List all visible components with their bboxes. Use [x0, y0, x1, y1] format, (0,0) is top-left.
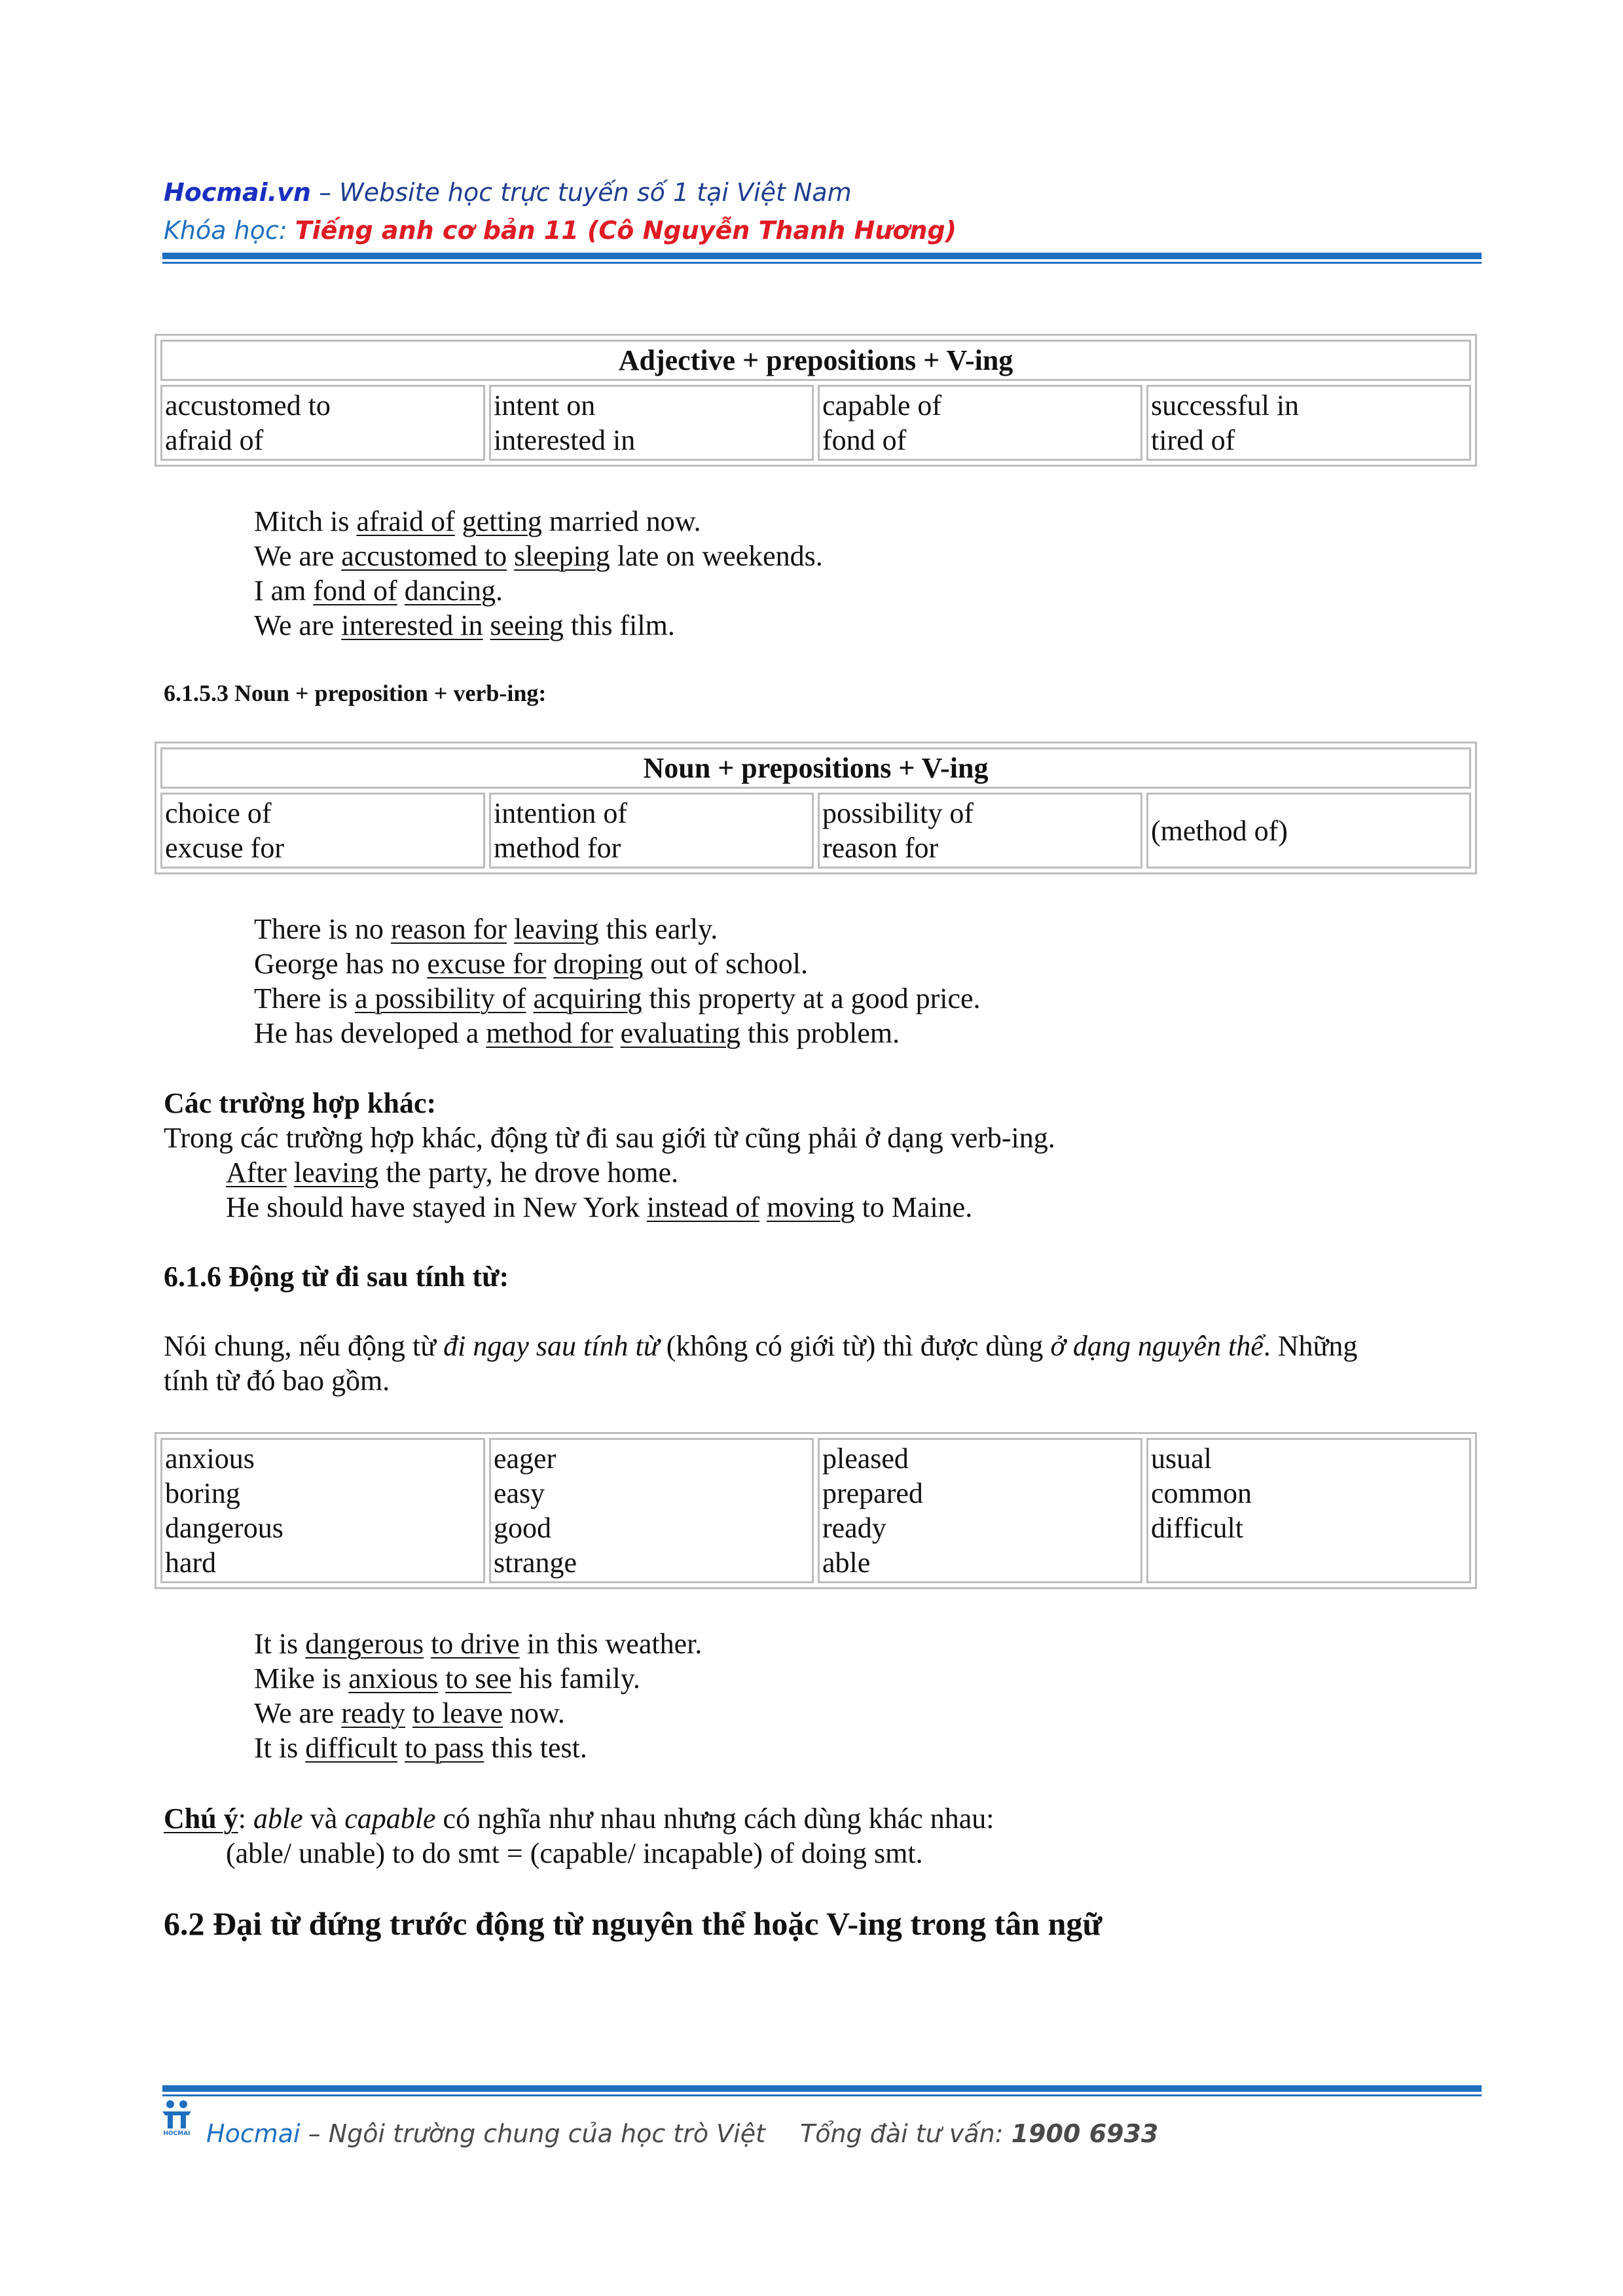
footer-hotline — [800, 2119, 1158, 2148]
intro-paragraph-line2: tính từ đó bao gồm. — [164, 1365, 390, 1397]
section-heading: 6.1.5.3 Noun + preposition + verb-ing: — [164, 680, 547, 706]
note-formula: (able/ unable) to do smt = (capable/ incapable) of doing smt. — [226, 1837, 923, 1869]
note-paragraph: Chú ý: able và capable có nghĩa như nhau nhưng cách dùng khác nhau: — [164, 1803, 994, 1835]
table-cell: pleased prepared ready able — [818, 1438, 1142, 1583]
table-cell: accustomed to afraid of — [160, 385, 485, 461]
header-tagline: – Website học trực tuyến số 1 tại Việt Nam — [319, 178, 852, 207]
example-sentence: He should have stayed in New York instead of moving to Maine. — [226, 1191, 973, 1223]
table-cell: capable of fond of — [818, 385, 1142, 461]
table-cell: choice of excuse for — [160, 793, 485, 869]
example-sentence: We are interested in seeing this film. — [254, 609, 675, 641]
table-cell: successful in tired of — [1146, 385, 1471, 461]
header-site-name: Hocmai.vn — [164, 178, 311, 207]
table-cell: anxious boring dangerous hard — [160, 1438, 485, 1583]
footer-line — [206, 2119, 765, 2148]
noun-preposition-table — [155, 742, 1477, 874]
example-sentence: There is no reason for leaving this early. — [254, 913, 718, 945]
other-cases-text: Trong các trường hợp khác, động từ đi sau giới từ cũng phải ở dạng verb-ing. — [164, 1122, 1055, 1154]
footer-brand: Hocmai — [206, 2119, 301, 2148]
example-sentence: Mike is anxious to see his family. — [254, 1662, 640, 1695]
section-heading: 6.1.6 Động từ đi sau tính từ: — [164, 1261, 509, 1293]
other-cases-heading: Các trường hợp khác: — [164, 1087, 437, 1119]
example-sentence: It is difficult to pass this test. — [254, 1732, 587, 1764]
example-sentence: George has no excuse for droping out of school. — [254, 948, 809, 980]
table-cell: possibility of reason for — [818, 793, 1142, 869]
adjective-list-table — [155, 1432, 1477, 1589]
footer-slogan: – Ngôi trường chung của học trò Việt — [300, 2119, 765, 2148]
table-cell: intent on interested in — [489, 385, 814, 461]
header-site-line — [164, 178, 852, 207]
footer-hotline-number: 1900 6933 — [1011, 2119, 1159, 2148]
example-sentence: We are ready to leave now. — [254, 1697, 565, 1729]
table-title: Adjective + prepositions + V-ing — [160, 340, 1471, 381]
example-sentence: Mitch is afraid of getting married now. — [254, 505, 701, 537]
table-cell: eager easy good strange — [489, 1438, 814, 1583]
footer-hotline-label: Tổng đài tư vấn: — [800, 2119, 1012, 2148]
table-cell: intention of method for — [489, 793, 814, 869]
svg-text:HOCMAI: HOCMAI — [163, 2130, 191, 2136]
hocmai-logo-icon — [158, 2098, 195, 2136]
table-cell: usual common difficult — [1146, 1438, 1471, 1583]
table-cell: (method of) — [1146, 793, 1471, 869]
intro-paragraph: Nói chung, nếu động từ đi ngay sau tính từ (không có giới từ) thì được dùng ở dạng nguyên thể. Những — [164, 1330, 1358, 1362]
example-sentence: We are accustomed to sleeping late on weekends. — [254, 540, 823, 572]
section-heading-6-2: 6.2 Đại từ đứng trước động từ nguyên thể hoặc V-ing trong tân ngữ — [164, 1905, 1103, 1942]
header-course-label: Khóa học: — [164, 216, 295, 245]
header-divider — [162, 253, 1482, 264]
example-sentence: After leaving the party, he drove home. — [226, 1157, 679, 1189]
header-teacher: (Cô Nguyễn Thanh Hương) — [578, 216, 957, 245]
header-course-line — [164, 216, 957, 245]
example-sentence: He has developed a method for evaluating this problem. — [254, 1017, 900, 1049]
example-sentence: I am fond of dancing. — [254, 575, 503, 607]
header-course-name: Tiếng anh cơ bản 11 — [295, 216, 579, 245]
example-sentence: There is a possibility of acquiring this property at a good price. — [254, 982, 981, 1014]
footer-divider — [162, 2085, 1482, 2096]
table-title: Noun + prepositions + V-ing — [160, 747, 1471, 789]
adjective-preposition-table — [155, 334, 1477, 467]
example-sentence: It is dangerous to drive in this weather. — [254, 1628, 702, 1660]
